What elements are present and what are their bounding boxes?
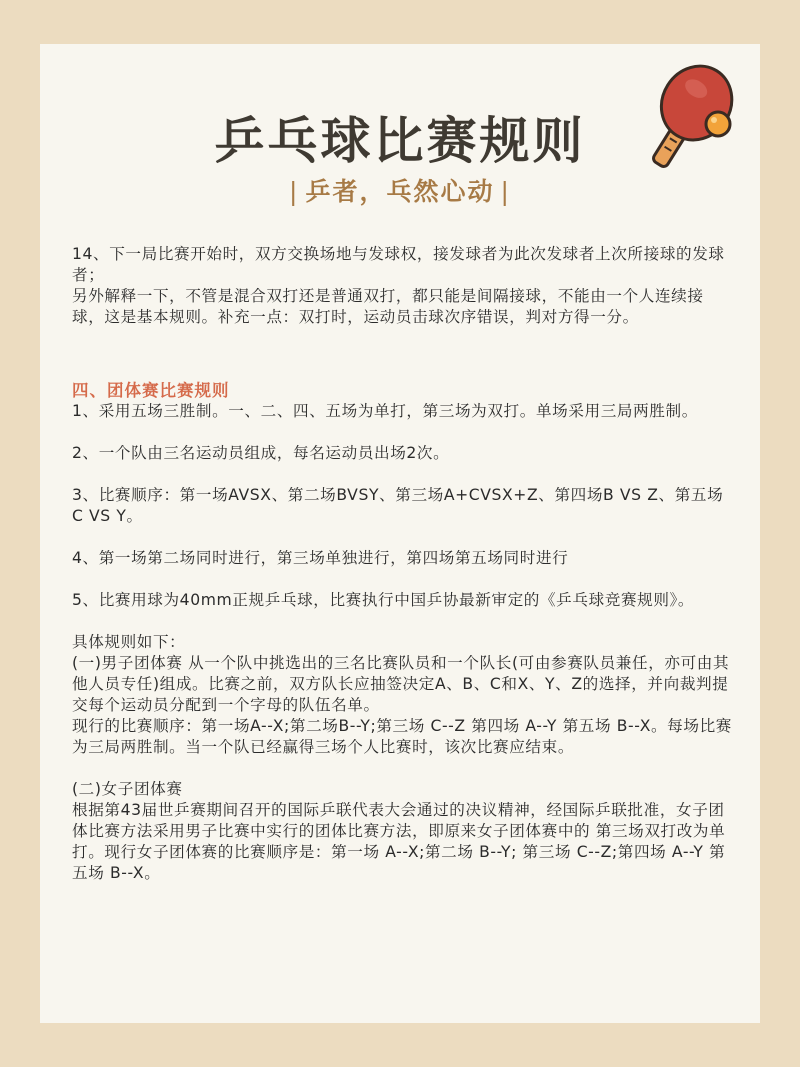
men-team-order: 现行的比赛顺序：第一场A--X;第二场B--Y;第三场 C--Z 第四场 A--Y 第五场 B--X。每场比赛为三局两胜制。当一个队已经赢得三场个人比赛时，该次比赛应结束。: [72, 717, 732, 756]
subtitle-bar-right: |: [500, 177, 511, 206]
women-team-title: (二)女子团体赛: [72, 780, 183, 798]
team-rule-5: 5、比赛用球为40mm正规乒乓球，比赛执行中国乒协最新审定的《乒乓球竞赛规则》。: [72, 591, 695, 609]
ping-pong-paddle-icon: [636, 60, 736, 180]
men-team-text: (一)男子团体赛 从一个队中挑选出的三名比赛队员和一个队长(可由参赛队员兼任，亦可由其他人员专任)组成。比赛之前，双方队长应抽签决定A、B、C和X、Y、Z的选择，并向裁判提交每个运动员分配到一个字母的队伍名单。: [72, 654, 730, 714]
rules-content: [72, 244, 734, 884]
team-rule-4: 4、第一场第二场同时进行，第三场单独进行，第四场第五场同时进行: [72, 549, 569, 567]
details-intro: 具体规则如下：: [72, 633, 186, 651]
team-rule-3: 3、比赛顺序：第一场AVSX、第二场BVSY、第三场A+CVSX+Z、第四场B VS Z、第五场C VS Y。: [72, 486, 724, 525]
subtitle-text: 乒者，乓然心动: [305, 177, 495, 206]
subtitle-bar-left: |: [289, 177, 300, 206]
team-rule-1: 1、采用五场三胜制。一、二、四、五场为单打，第三场为双打。单场采用三局两胜制。: [72, 402, 698, 420]
rule-14-note: 另外解释一下，不管是混合双打还是普通双打，都只能是间隔接球，不能由一个人连续接球，这是基本规则。补充一点：双打时，运动员击球次序错误，判对方得一分。: [72, 287, 704, 326]
page-subtitle: [40, 172, 760, 208]
section-heading-team: 四、团体赛比赛规则: [72, 381, 230, 400]
women-team-text: 根据第43届世乒赛期间召开的国际乒联代表大会通过的决议精神，经国际乒联批准，女子团体比赛方法采用男子比赛中实行的团体比赛方法，即原来女子团体赛中的 第三场双打改为单打。现行女子团体赛的比赛顺序是：第一场 A--X;第二场 B--Y; 第三场 C--Z;第四场 A--Y 第五场 B--X。: [72, 801, 726, 882]
page-title: 乒乓球比赛规则: [214, 112, 586, 170]
rules-card: [40, 44, 760, 1023]
team-rule-2: 2、一个队由三名运动员组成，每名运动员出场2次。: [72, 444, 450, 462]
rule-14-text: 14、下一局比赛开始时，双方交换场地与发球权，接发球者为此次发球者上次所接球的发球者；: [72, 245, 725, 284]
